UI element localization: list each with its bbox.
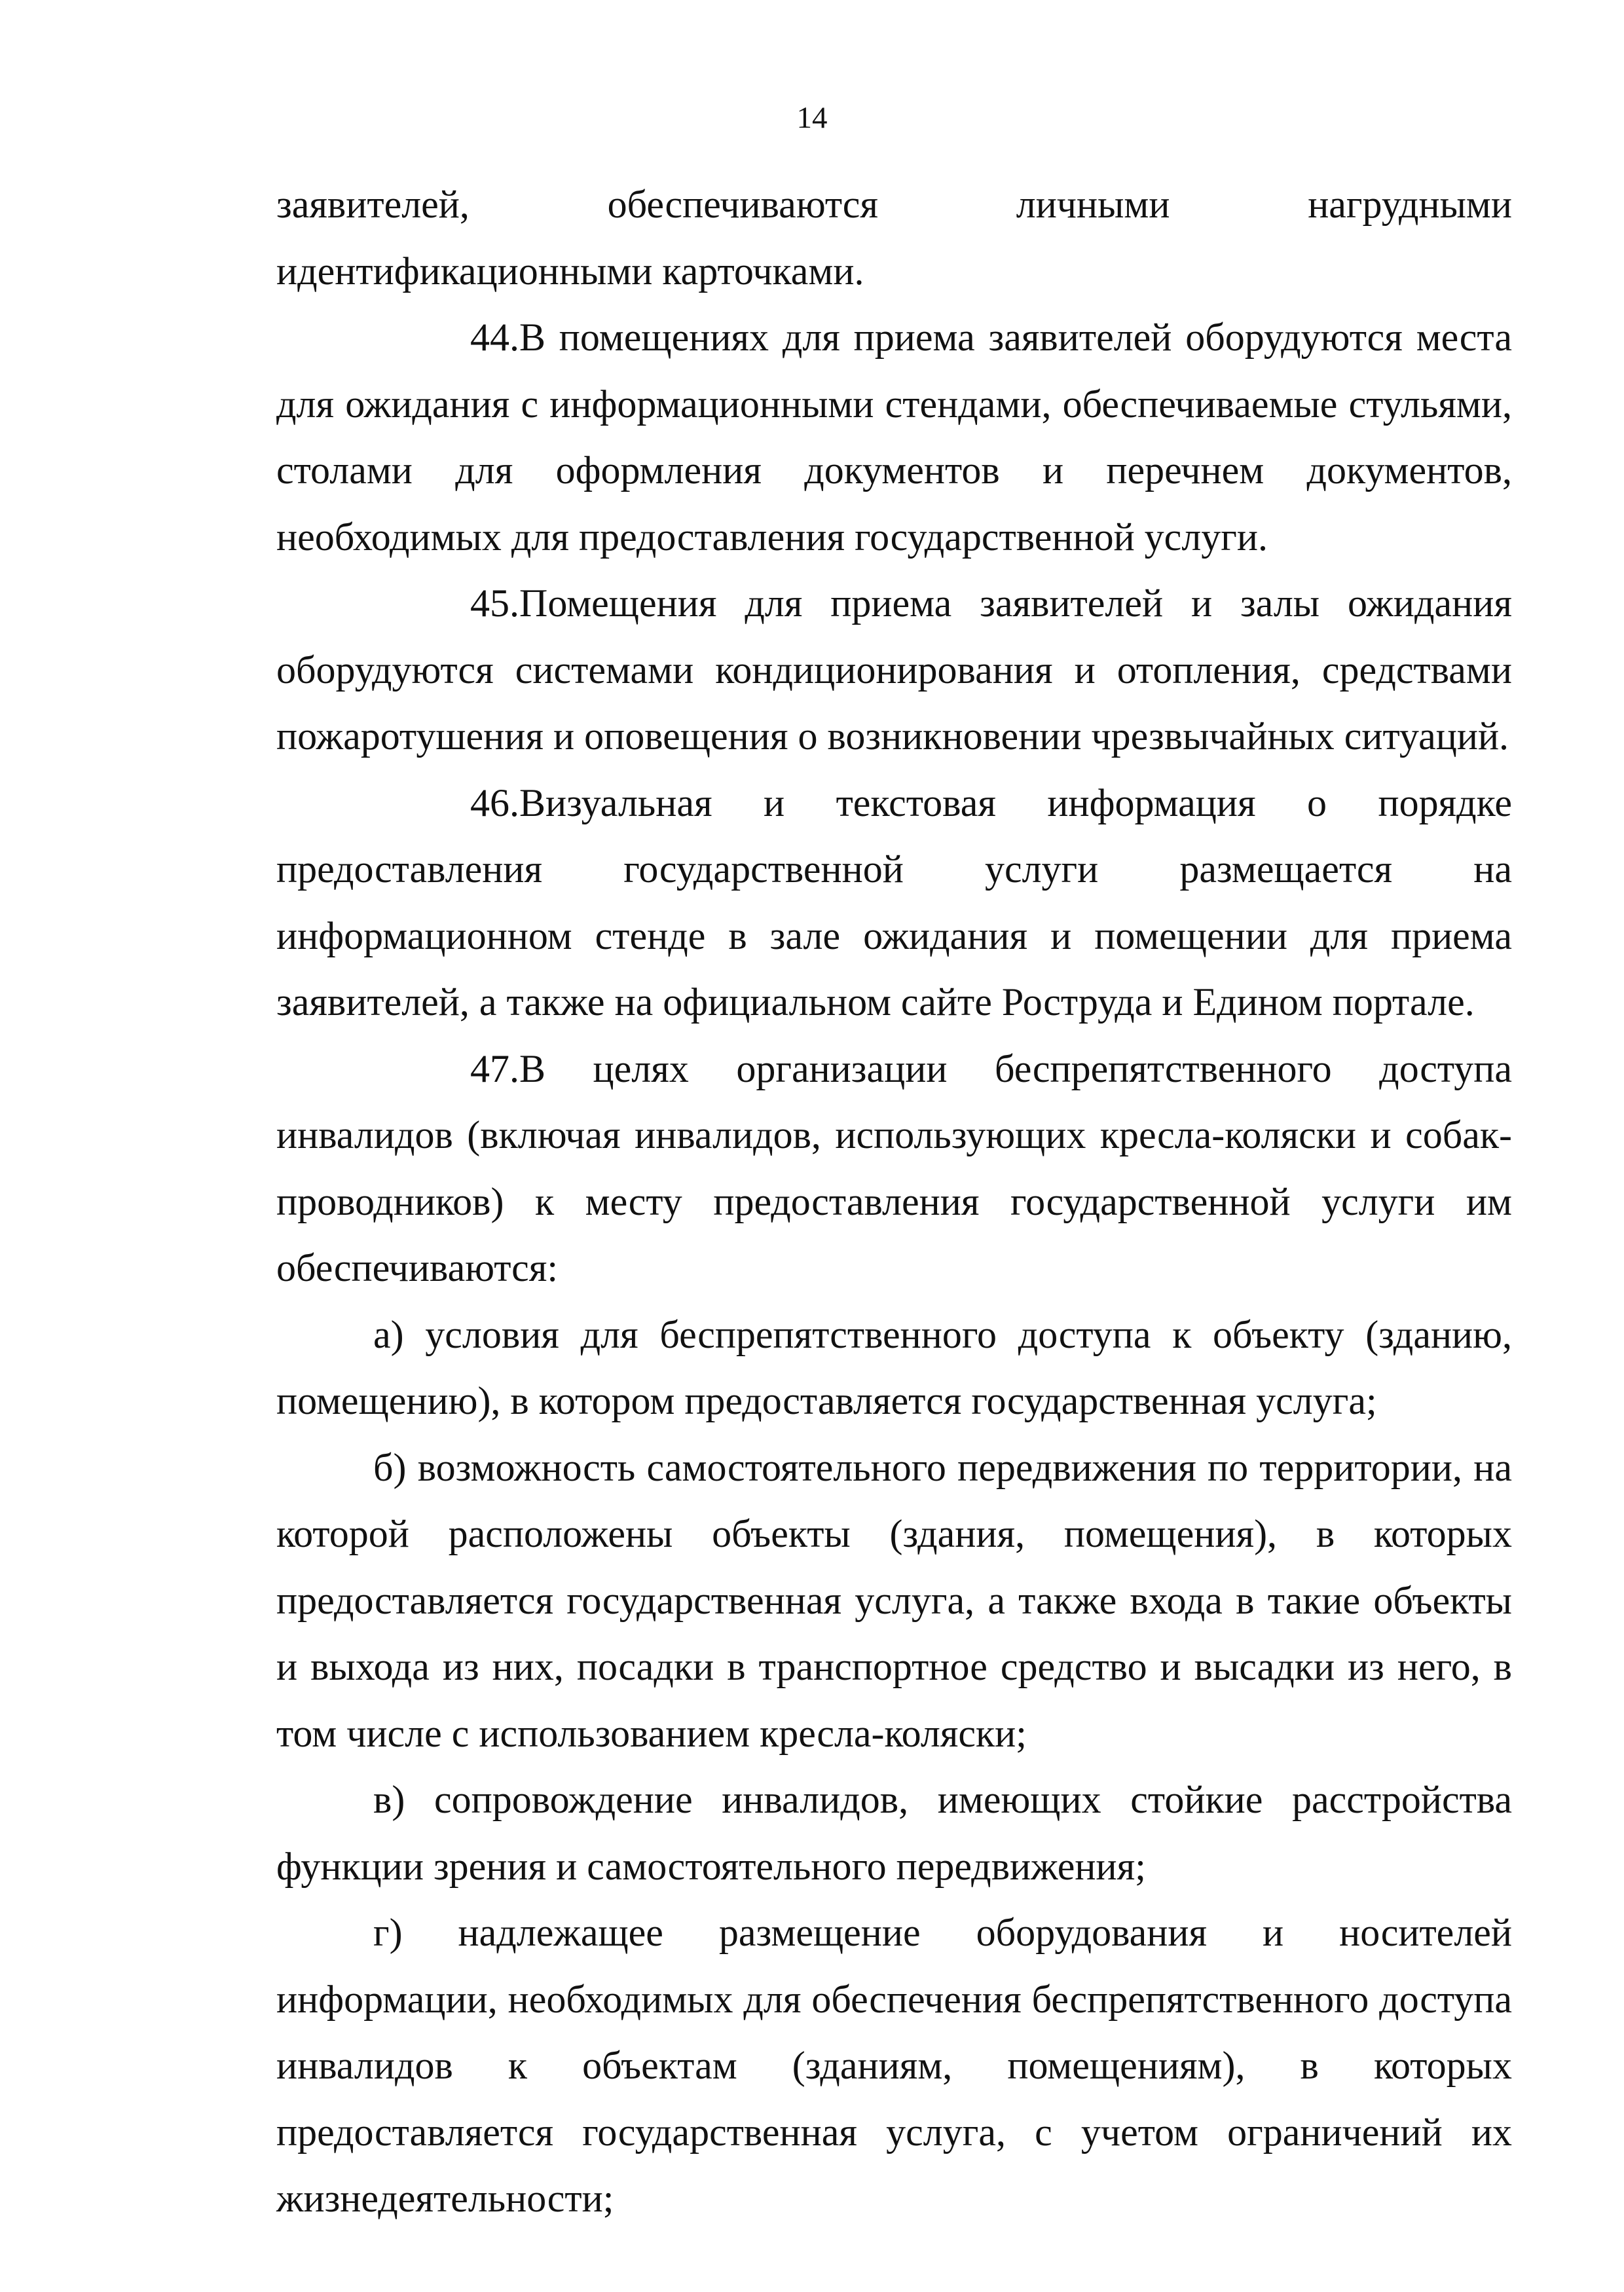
paragraph-45 [276,570,1512,770]
list-item-b [276,1435,1512,1767]
paragraph-number: 44. [470,316,519,359]
paragraph-number: 47. [470,1046,519,1090]
paragraph-47 [276,1036,1512,1302]
paragraph-text: в) сопровождение инвалидов, имеющих стойкие расстройства функции зрения и самостоятельного передвижения; [276,1778,1512,1888]
paragraph-text: б) возможность самостоятельного передвижения по территории, на которой расположены объекты (здания, помещения), в которых предоставляется государственная услуга, а также входа в такие объекты и выхода из них, посадки в транспортное средство и высадки из него, в том числе с использованием кресла-коляски; [276,1445,1512,1755]
page-number: 14 [796,101,828,135]
paragraph-text: В помещениях для приема заявителей оборудуются места для ожидания с информационными стендами, обеспечиваемые стульями, столами для оформления документов и перечнем документов, необходимых для предоставления государственной услуги. [276,316,1512,559]
paragraph-text: г) надлежащее размещение оборудования и носителей информации, необходимых для обеспечения беспрепятственного доступа инвалидов к объектам (зданиям, помещениям), в которых предоставляется государственная услуга, с учетом ограничений их жизнедеятельности; [276,1911,1512,2220]
paragraph-text: Помещения для приема заявителей и залы ожидания оборудуются системами кондиционирования и отопления, средствами пожаротушения и оповещения о возникновении чрезвычайных ситуаций. [276,582,1512,758]
list-item-v [276,1767,1512,1900]
paragraph-text: заявителей, обеспечиваются личными нагрудными идентификационными карточками. [276,183,1512,293]
paragraph-text: Визуальная и текстовая информация о порядке предоставления государственной услуги размещается на информационном стенде в зале ожидания и помещении для приема заявителей, а также на официальном сайте Роструда и Едином портале. [276,781,1512,1024]
paragraph-text: а) условия для беспрепятственного доступа к объекту (зданию, помещению), в котором предоставляется государственная услуга; [276,1312,1512,1422]
list-item-g [276,1900,1512,2232]
paragraph-continuation [276,172,1512,305]
paragraph-text: В целях организации беспрепятственного доступа инвалидов (включая инвалидов, использующих кресла-коляски и собак-проводников) к месту предоставления государственной услуги им обеспечиваются: [276,1046,1512,1289]
paragraph-number: 45. [470,582,519,625]
paragraph-number: 46. [470,781,519,824]
paragraph-44 [276,305,1512,570]
list-item-a [276,1302,1512,1435]
paragraph-46 [276,770,1512,1036]
document-body [276,172,1512,2232]
